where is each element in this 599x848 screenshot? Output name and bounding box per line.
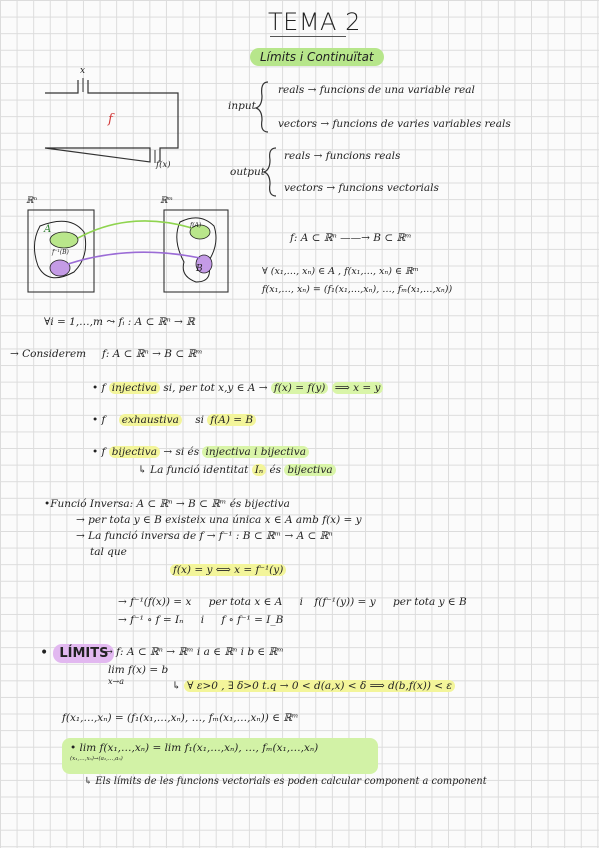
prop1-c: i (299, 596, 304, 608)
identitat-es: és (269, 464, 282, 476)
limits-title: LÍMITS (53, 644, 114, 663)
prop1-a: → f⁻¹(f(x)) = x (118, 596, 192, 608)
output-line-vectors: vectors → funcions vectorials (284, 182, 439, 194)
machine-function-label: f (108, 112, 113, 127)
preimage-label: f⁻¹(B) (52, 249, 69, 256)
input-line-vectors: vectors → funcions de varies variables reals (278, 118, 511, 130)
exhaustiva-bullet: • f (92, 414, 106, 426)
considerem-lead: → Considerem (10, 348, 87, 360)
prop2-c: f ∘ f⁻¹ = I_B (221, 614, 284, 626)
limit-subscript: x→a (108, 677, 124, 686)
prop1-b: per tota x ∈ A (208, 596, 283, 608)
inversa-property1 (118, 596, 467, 608)
injectiva-result: ⟹ x = y (332, 382, 384, 394)
output-brace (264, 148, 276, 196)
inversa-line4: tal que (90, 546, 127, 558)
inversa-equivalence-text: f(x) = y ⟺ x = f⁻¹(y) (170, 564, 286, 576)
inversa-line2: → per tota y ∈ B existeix una única x ∈ A amb f(x) = y (76, 514, 362, 526)
limit-definition-row (172, 680, 455, 692)
machine-input-label: x (80, 66, 86, 76)
exhaustiva-row (92, 414, 256, 426)
prop2-b: i (200, 614, 205, 626)
output-line-reals: reals → funcions reals (284, 150, 401, 162)
inversa-equivalence (170, 564, 286, 576)
bijectiva-row (92, 446, 309, 458)
bijectiva-condition: injectiva i bijectiva (202, 446, 308, 458)
injectiva-equation: f(x) = f(y) (271, 382, 329, 394)
green-mapping-arrow (78, 221, 192, 238)
purple-mapping-arrow (68, 252, 200, 264)
identitat-symbol: Iₙ (252, 464, 266, 476)
inversa-property2 (118, 614, 283, 626)
identitat-text: ↳ La funció identitat (138, 464, 249, 476)
considerem-map: f: A ⊂ ℝⁿ → B ⊂ ℝᵐ (102, 348, 203, 360)
limit-def-arrow: ↳ (172, 680, 181, 692)
machine-output-label: f(x) (156, 160, 171, 170)
components-line: f(x₁,…, xₙ) = (f₁(x₁,…,xₙ), …, fₘ(x₁,…,xₙ)) (262, 284, 453, 295)
vector-limit-text: • lim f(x₁,…,xₙ) = lim f₁(x₁,…,xₙ), …, fₘ(x₁,…,xₙ) (70, 742, 319, 754)
map-definition: f: A ⊂ ℝⁿ ——→ B ⊂ ℝᵐ (290, 232, 412, 244)
prop1-e: per tota y ∈ B (392, 596, 467, 608)
page-title: TEMA 2 (268, 8, 361, 36)
fi-line: ∀i = 1,…,m ⤳ fᵢ : A ⊂ ℝⁿ → ℝ (44, 316, 195, 328)
bijectiva-bullet: • f (92, 446, 106, 458)
input-line-reals: reals → funcions de una variable real (278, 84, 475, 96)
limit-expression: lim f(x) = b (108, 664, 169, 676)
identitat-row (138, 464, 336, 476)
bijectiva-si: → si és (163, 446, 200, 458)
injectiva-condition: si, per tot x,y ∈ A → (163, 382, 268, 394)
forall-line: ∀ (x₁,…, xₙ) ∈ A , f(x₁,…, xₙ) ∈ ℝᵐ (262, 266, 419, 277)
identitat-word: bijectiva (284, 464, 335, 476)
prop2-a: → f⁻¹ ∘ f = Iₙ (118, 614, 184, 626)
image-label: f(A) (190, 222, 202, 229)
limit-definition: ∀ ε>0 , ∃ δ>0 t.q → 0 < d(a,x) < δ ⟹ d(b,f(x)) < ε (184, 680, 455, 692)
output-label: output (230, 166, 266, 178)
exhaustiva-equation: f(A) = B (207, 414, 256, 426)
exhaustiva-word: exhaustiva (119, 414, 182, 426)
rn-label: ℝⁿ (26, 196, 38, 206)
input-label: input (228, 100, 256, 112)
prop1-d: f(f⁻¹(y)) = y (314, 596, 376, 608)
exhaustiva-si: si (195, 414, 204, 426)
injectiva-row (92, 382, 383, 394)
set-a-label: A (44, 224, 52, 235)
set-b-label: B (196, 264, 203, 274)
limits-note: ↳ Els límits de les funcions vectorials es poden calcular component a component (84, 776, 487, 787)
preimage-region (50, 260, 70, 276)
vector-limit-box (62, 738, 378, 774)
input-brace (256, 82, 268, 132)
limits-bullet: • (40, 645, 49, 661)
vector-function-line: f(x₁,…,xₙ) = (f₁(x₁,…,xₙ), …, fₘ(x₁,…,xₙ)) ∈ ℝᵐ (62, 712, 299, 724)
limits-map: → f: A ⊂ ℝⁿ → ℝᵐ i a ∈ ℝⁿ i b ∈ ℝᵐ (104, 646, 284, 658)
bijectiva-word: bijectiva (109, 446, 160, 458)
inversa-line1: •Funció Inversa: A ⊂ ℝⁿ → B ⊂ ℝᵐ és bijectiva (44, 498, 290, 510)
injectiva-bullet: • f (92, 382, 106, 394)
injectiva-word: injectiva (109, 382, 160, 394)
rm-label: ℝᵐ (160, 196, 173, 206)
page-subtitle: Límits i Continuïtat (250, 48, 384, 66)
vector-limit-subscript: (x₁,…,xₙ)→(a₁,…,aₙ) (70, 756, 123, 762)
inversa-line3: → La funció inversa de f → f⁻¹ : B ⊂ ℝᵐ → A ⊂ ℝⁿ (76, 530, 333, 542)
f-inverse-region (50, 232, 78, 248)
